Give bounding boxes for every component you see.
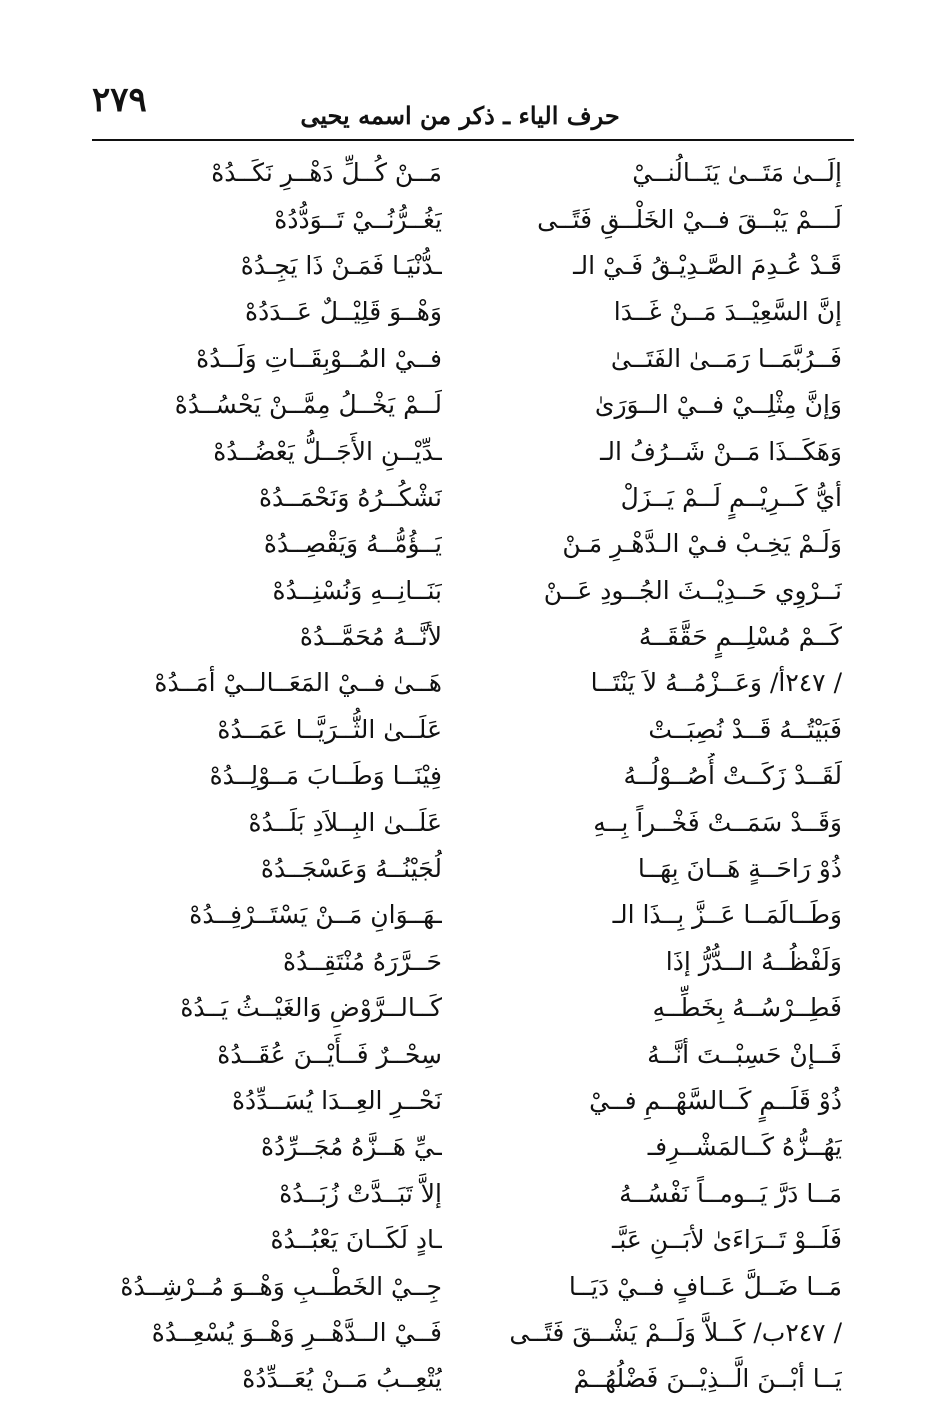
verse-second-hemistich: بَنَــانِــهِ وَنُسْنِــدُهْ [272, 575, 442, 605]
verse-first-hemistich: ذُوْ قَلَــمٍ كَــالسَّهْــمِ فــيْ [589, 1086, 842, 1115]
verse-second-hemistich: جِــيْ الخَطْــبِ وَهْــوَ مُــرْشِــدُهْ [120, 1271, 442, 1301]
verse-second-hemistich: ـادٍ لَكَــانَ يَعْبُــدُهْ [270, 1225, 442, 1255]
verse-first-hemistich: أيُّ كَــرِيْــمٍ لَــمْ يَــزَلْ [620, 482, 842, 512]
verse-first-hemistich: / ٢٤٧أ/ وَعَــزْمُــهُ لاَ يَنْتَــا [590, 668, 842, 698]
verse-line [92, 846, 842, 892]
verse-line [92, 939, 842, 985]
verse-line [92, 1124, 842, 1170]
verse-line [92, 289, 842, 335]
verse-second-hemistich: ـدُّنْيَـا فَمَـنْ ذَا يَجِـدُهْ [240, 250, 442, 280]
page-number: ٢٧٩ [92, 80, 147, 120]
verse-first-hemistich: فَــإنْ حَسِبْــتَ أنَّــهُ [647, 1039, 842, 1069]
verse-line [92, 475, 842, 521]
verse-second-hemistich: فِيْنَــا وَطَــابَ مَــوْلِــدُهْ [209, 761, 442, 791]
verse-line [92, 243, 842, 289]
verse-first-hemistich: وَطَــالَمَــا عَــزَّ بِــذَا الـ [612, 900, 842, 930]
verse-first-hemistich: فَطِــرْسُــهُ بِخَطِّــهِ [652, 993, 842, 1023]
verse-line [92, 196, 842, 242]
verse-first-hemistich: وَلَـمْ يَخِـبْ فـيْ الـدَّهْـرِ مَـنْ [562, 529, 842, 559]
verse-first-hemistich: يَــا أبْــنَ الَّــذِيْــنَ فَضْلُهُــمْ [573, 1364, 842, 1394]
verse-first-hemistich: وَإنَّ مِثْلِــيْ فــيْ الــوَرَىٰ [594, 390, 842, 420]
verse-line [92, 660, 842, 706]
verse-line [92, 753, 842, 799]
verse-line [92, 799, 842, 845]
verse-second-hemistich: لَــمْ يَخْــلُ مِمَّــنْ يَحْسُــدُهْ [174, 390, 442, 420]
verse-second-hemistich: فــيْ المُــوْبِقَــاتِ وَلَــدُهْ [196, 343, 442, 373]
poem-verses [92, 150, 842, 1403]
verse-line [92, 1310, 842, 1356]
verse-second-hemistich: نَشْكُــرُهُ وَنَحْمَــدُهْ [258, 482, 442, 512]
verse-second-hemistich: يَغُــرُّنُــيْ تَــوَدُّدُهْ [274, 204, 442, 234]
verse-first-hemistich: لَـــمْ يَبْــقَ فــيْ الخَلْــقِ فَتًــى [537, 204, 842, 234]
verse-second-hemistich: ـدِّيْــنِ الأَجَــلُّ يَعْضُــدُهْ [213, 436, 442, 466]
verse-second-hemistich: كَــالــرَّوْضِ وَالغَيْــثُ يَــدُهْ [180, 993, 442, 1023]
verse-second-hemistich: هَــىٰ فــيْ المَعَــالــيْ أمَــدُهْ [154, 668, 442, 698]
verse-first-hemistich: لَقَــدْ زَكَــتْ أُصُــوْلُــهُ [623, 761, 842, 791]
verse-second-hemistich: سِحْــرٌ فَــأَيْــنَ عُقَــدُهْ [217, 1039, 442, 1069]
verse-first-hemistich: كَــمْ مُسْلِــمٍ حَقَّقَــهُ [638, 622, 842, 652]
verse-line [92, 1356, 842, 1402]
verse-second-hemistich: مَــنْ كُــلِّ دَهْــرِ نَكَــدُهْ [211, 158, 442, 188]
verse-first-hemistich: فَــرُبَّمَــا رَمَــىٰ الفَتَــىٰ [610, 343, 842, 373]
verse-second-hemistich: عَلَــىٰ البِــلاَدِ بَلَــدُهْ [248, 807, 442, 837]
verse-line [92, 1078, 842, 1124]
verse-first-hemistich: فَبَيْتُــهُ قَــدْ نُصِبَــتْ [648, 714, 842, 744]
verse-line [92, 985, 842, 1031]
verse-line [92, 707, 842, 753]
verse-first-hemistich: / ٢٤٧ب/ كَــلاَّ وَلَــمْ يَشْــقَ فَتًــى [509, 1317, 842, 1347]
verse-first-hemistich: مَــا دَرَّ يَــومــاً نَفْسُــهُ [619, 1178, 842, 1208]
verse-second-hemistich: لأنَّــهُ مُحَمَّــدُهْ [299, 622, 442, 652]
verse-second-hemistich: ـهَــوَانِ مَــنْ يَسْتَــرْفِــدُهْ [189, 900, 442, 930]
verse-line [92, 150, 842, 196]
verse-first-hemistich: نَــرْوِي حَــدِيْــثَ الجُــودِ عَــنْ [543, 575, 842, 605]
header-rule [92, 139, 854, 141]
verse-line [92, 614, 842, 660]
verse-second-hemistich: نَحْــرِ العِــدَا يُسَــدِّدُهْ [231, 1086, 442, 1115]
verse-first-hemistich: قَـدْ عُـدِمَ الصَّـدِيْـقُ فَـيْ الـ [573, 250, 842, 280]
verse-line [92, 336, 842, 382]
verse-first-hemistich: وَهَكَــذَا مَــنْ شَــرُفُ الـ [600, 436, 842, 466]
verse-line [92, 428, 842, 474]
verse-second-hemistich: وَهْــوَ قَلِيْــلٌ عَــدَدُهْ [245, 297, 442, 327]
verse-line [92, 521, 842, 567]
verse-first-hemistich: إنَّ السَّعِيْــدَ مَــنْ غَــدَا [613, 297, 842, 327]
verse-second-hemistich: ـيِّ هَــزَّهُ مُجَــرِّدُهْ [261, 1132, 442, 1162]
verse-first-hemistich: وَلَفْظُــهُ الــدُّرُّ إذَا [665, 946, 842, 976]
verse-second-hemistich: حَــرَّرَهُ مُنْتَقِــدُهْ [282, 946, 442, 976]
verse-line [92, 892, 842, 938]
verse-second-hemistich: يَــؤُمُّــهُ وَيَقْصِــدُهْ [263, 529, 442, 559]
verse-line [92, 1217, 842, 1263]
verse-line [92, 568, 842, 614]
verse-second-hemistich: عَلَــىٰ الثُّــرَيَّــا عَمَــدُهْ [217, 714, 442, 744]
verse-line [92, 1031, 842, 1077]
verse-second-hemistich: يُتْعِــبُ مَــنْ يُعَــدِّدُهْ [242, 1364, 442, 1394]
verse-first-hemistich: مَــا ضَــلَّ عَــافٍ فــيْ دَيَــا [568, 1271, 842, 1301]
verse-first-hemistich: يَهُــزُّهُ كَــالمَشْــرِفـ [647, 1132, 842, 1162]
verse-first-hemistich: ذُوْ رَاحَــةٍ هَــانَ بِهَــا [637, 854, 842, 884]
verse-first-hemistich: إلَــىٰ مَتَــىٰ يَنَــالُنــيْ [632, 158, 842, 188]
verse-line [92, 1171, 842, 1217]
verse-second-hemistich: لُجَيْنُــهُ وَعَسْجَــدُهْ [260, 854, 442, 884]
verse-second-hemistich: فَــيْ الــدَّهْــرِ وَهْــوَ يُسْعِــدُهْ [151, 1317, 442, 1347]
verse-second-hemistich: إلاَّ تَبَــدَّتْ زُبَــدُهْ [279, 1178, 442, 1208]
verse-first-hemistich: وَقَــدْ سَمَــتْ فَخْــراً بِــهِ [593, 807, 842, 837]
verse-line [92, 382, 842, 428]
running-header: حرف الياء ـ ذكر من اسمه يحيى [300, 101, 620, 130]
verse-first-hemistich: فَلَــوْ تَــرَاءَىٰ لأبَــنِ عَبَّـ [612, 1225, 842, 1255]
verse-line [92, 1263, 842, 1309]
